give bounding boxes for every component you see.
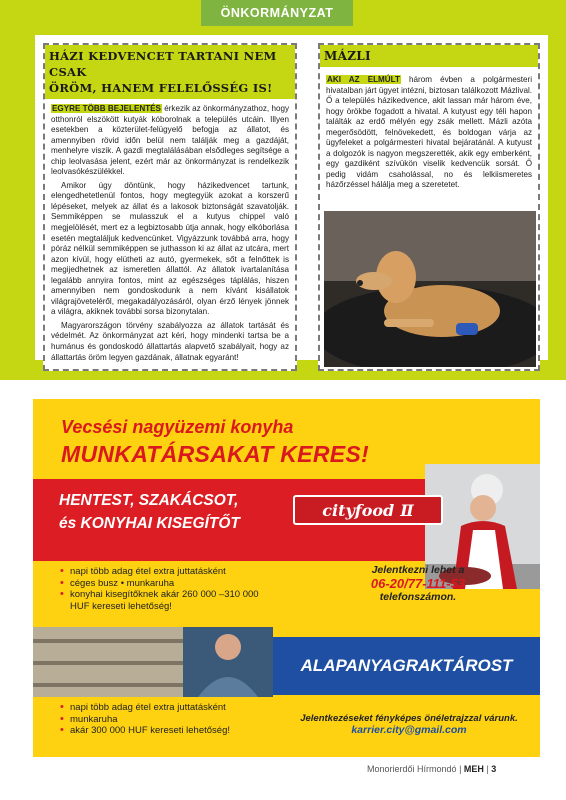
position-warehouse: ALAPANYAGRAKTÁROST	[300, 656, 513, 675]
paragraph-text: három évben a polgármesteri hivatalban járt ügyet intézni, biztosan találkozott Mázlival. Ő a település házikedvence, akit lassan már három éve, hogy örökbe fogadott a hivatal. A kutyust egy téli hapon találták az erdő mélyén egy zsák mellett. Mázli azóta megerősödött, felnövekedett, és boldogan várja az ügyfeleket a polgármesteri hivatal bejáratánál. A kutyust a dolgozók is nagyon megszerették, akik egy emberként, egy gazdiként szívükön viselik kedvencük sorsát. Ő pedig vidám csaholással, no és lelkiismeretes házőrzéssel hálálja meg a szeretetet.	[326, 75, 532, 190]
article-right-headline: MÁZLI	[320, 45, 538, 67]
cityfood-logo	[293, 495, 443, 525]
separator: |	[459, 764, 462, 774]
lead-highlight: EGYRE TÖBB BEJELENTÉS	[52, 104, 161, 113]
separator: |	[486, 764, 489, 774]
article-right-body	[320, 67, 538, 191]
article-left-headline	[45, 45, 295, 99]
phone-contact	[333, 564, 503, 603]
benefits-list-1	[60, 566, 280, 612]
org-label: MEH	[463, 764, 484, 774]
phone-number: 06-20/77-111-53	[370, 576, 466, 591]
list-item: • munkaruha	[60, 714, 280, 726]
article-left-body	[45, 99, 295, 363]
positions-line-2: és KONYHAI KISEGÍTŐT	[59, 515, 240, 532]
publication-name: Monorierdői Hírmondó	[367, 764, 457, 774]
email-contact	[278, 713, 540, 736]
warehouse-photo	[33, 627, 273, 697]
list-item: • céges busz • munkaruha	[60, 578, 280, 590]
paragraph	[51, 104, 289, 178]
paragraph	[326, 75, 532, 191]
list-item: • konyhai kisegítőknek akár 260 000 –310 000 HUF kereseti lehetőség!	[60, 589, 280, 612]
dog-photo	[324, 211, 536, 367]
contact-line: telefonszámon.	[379, 591, 457, 603]
page-footer	[367, 764, 496, 774]
list-item: • napi több adag étel extra juttatásként	[60, 566, 280, 578]
paragraph: Amikor úgy döntünk, hogy házikedvencet tartunk, elengedhetetlenül fontos, hogy megtegyük azokat a korszerű lépéseket, melyek az állat és a lakosok biztonságát szavatolják. Semmiképpen se mulasszuk el a kutyus chippel való megjelölését, mert ez a legbiztosabb útja annak, hogy elkóborlása esetén megtaláljuk kedvencünket. Vigyázzunk továbbá arra, hogy póráz nélkül semmiképpen se juthasson ki az állat az utcára, mert azon kívül, hogy elütheti az autó, gyermekek, sőt a felnőttek is megijedhetnek az ismeretlen állattól. Az állatok ivartalanítása legalább annyira fontos, mint az egészséges táplálás, hiszen amennyiben nem gondoskodunk a nem kívánt kisállatok világrajöveteléről, megakadályozásáról, olyan érző lények jönnek a világra, akiknek további sorsa bizonytalan.	[51, 180, 289, 317]
ad-title: Vecsési nagyüzemi konyha	[61, 417, 294, 437]
job-advertisement	[33, 399, 540, 757]
headline-line-1: HÁZI KEDVENCET TARTANI NEM CSAK	[49, 49, 277, 79]
brand-text: cityfood	[322, 500, 395, 520]
contact-line: Jelentkezni lehet a	[371, 564, 465, 576]
ad-subtitle: MUNKATÁRSAKAT KERES!	[61, 441, 369, 467]
fork-icon: Ⅱ	[400, 500, 414, 520]
list-item: • napi több adag étel extra juttatásként	[60, 702, 280, 714]
article-right	[318, 43, 540, 371]
paragraph-text: érkezik az önkormányzathoz, hogy otthonról elszökött kutyák kóborolnak a település utcáin. Illyen esetekben a közterület-felügyelő befogja az állatot, és amennyiben rövid időn belül nem találják meg a gazdáját, menhelyre viszik. A gazdi megtalálásában elsődleges segítsége a chip leolvasása jelent, ezért már az önkormányzat is rendelkezik leolvasókészülékkel.	[51, 104, 289, 177]
list-item: • akár 300 000 HUF kereseti lehetőség!	[60, 725, 280, 737]
lead-highlight: AKI AZ ELMÚLT	[327, 75, 400, 84]
email-address[interactable]: karrier.city@gmail.com	[351, 724, 467, 736]
benefits-list-2	[60, 702, 280, 737]
frame-left-bar	[0, 0, 35, 380]
headline-line-2: ÖRÖM, HANEM FELELŐSSÉG IS!	[49, 81, 273, 95]
article-left	[43, 43, 297, 371]
section-tab: ÖNKORMÁNYZAT	[201, 0, 353, 26]
page-number: 3	[491, 764, 497, 774]
contact-line: Jelentkezéseket fényképes önéletrajzzal várunk.	[300, 713, 518, 724]
positions-line-1: HENTEST, SZAKÁCSOT,	[59, 492, 239, 509]
paragraph: Magyarországon törvény szabályozza az állatok tartását és védelmét. Az önkormányzat azt kéri, hogy mindenki tartsa be a humánus és gondoskodó állattartás alapvető szabályait, hogy az állattartás öröm legyen gazdának, állatnak egyaránt!	[51, 320, 289, 362]
blue-banner	[273, 637, 540, 695]
frame-right-bar	[548, 0, 566, 380]
